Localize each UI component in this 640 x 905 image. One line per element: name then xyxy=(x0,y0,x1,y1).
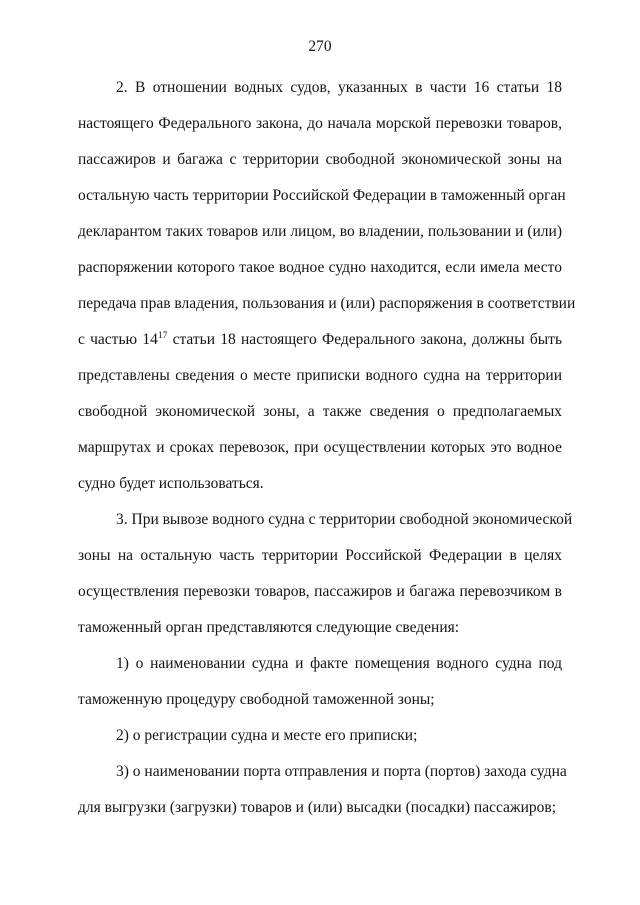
list-item-2-line-1: 2) о регистрации судна и месте его приписки; xyxy=(116,727,418,744)
paragraph-2-line-11: маршрутах и сроках перевозок, при осуществлении которых это водное xyxy=(78,439,562,456)
reference-text-after: статьи 18 настоящего Федерального закона, должны быть xyxy=(167,331,563,348)
paragraph-3-line-2: зоны на остальную часть территории Российской Федерации в целях xyxy=(78,547,562,564)
paragraph-2-line-6: распоряжении которого такое водное судно находится, если имела место xyxy=(78,259,562,276)
list-item-3-line-2: для выгрузки (загрузки) товаров и (или) высадки (посадки) пассажиров; xyxy=(78,799,557,816)
reference-text-before: с частью 14 xyxy=(78,331,158,348)
paragraph-2-line-3: пассажиров и багажа с территории свободной экономической зоны на xyxy=(78,151,562,168)
paragraph-3-line-3: осуществления перевозки товаров, пассажиров и багажа перевозчиком в xyxy=(78,583,562,600)
paragraph-2-line-2: настоящего Федерального закона, до начала морской перевозки товаров, xyxy=(78,115,562,132)
paragraph-2-line-9: представлены сведения о месте приписки водного судна на территории xyxy=(78,367,562,384)
paragraph-2-line-12: судно будет использоваться. xyxy=(78,475,264,492)
list-item-3-line-1: 3) о наименовании порта отправления и порта (портов) захода судна xyxy=(116,763,567,780)
paragraph-2-line-4: остальную часть территории Российской Федерации в таможенный орган xyxy=(78,187,566,204)
list-item-1-line-2: таможенную процедуру свободной таможенной зоны; xyxy=(78,691,435,708)
paragraph-3-line-4: таможенный орган представляются следующие сведения: xyxy=(78,619,460,636)
list-item-1-line-1: 1) о наименовании судна и факте помещения водного судна под xyxy=(116,655,562,672)
paragraph-2-line-8 xyxy=(78,330,562,350)
reference-superscript: 17 xyxy=(157,331,168,341)
paragraph-2-line-10: свободной экономической зоны, а также сведения о предполагаемых xyxy=(78,403,562,420)
paragraph-2-line-1: 2. В отношении водных судов, указанных в части 16 статьи 18 xyxy=(116,79,562,96)
page-number: 270 xyxy=(308,38,332,55)
paragraph-3-line-1: 3. При вывозе водного судна с территории свободной экономической xyxy=(116,511,573,528)
paragraph-2-line-5: декларантом таких товаров или лицом, во владении, пользовании и (или) xyxy=(78,223,562,240)
paragraph-2-line-7: передача прав владения, пользования и (или) распоряжения в соответствии xyxy=(78,295,576,312)
